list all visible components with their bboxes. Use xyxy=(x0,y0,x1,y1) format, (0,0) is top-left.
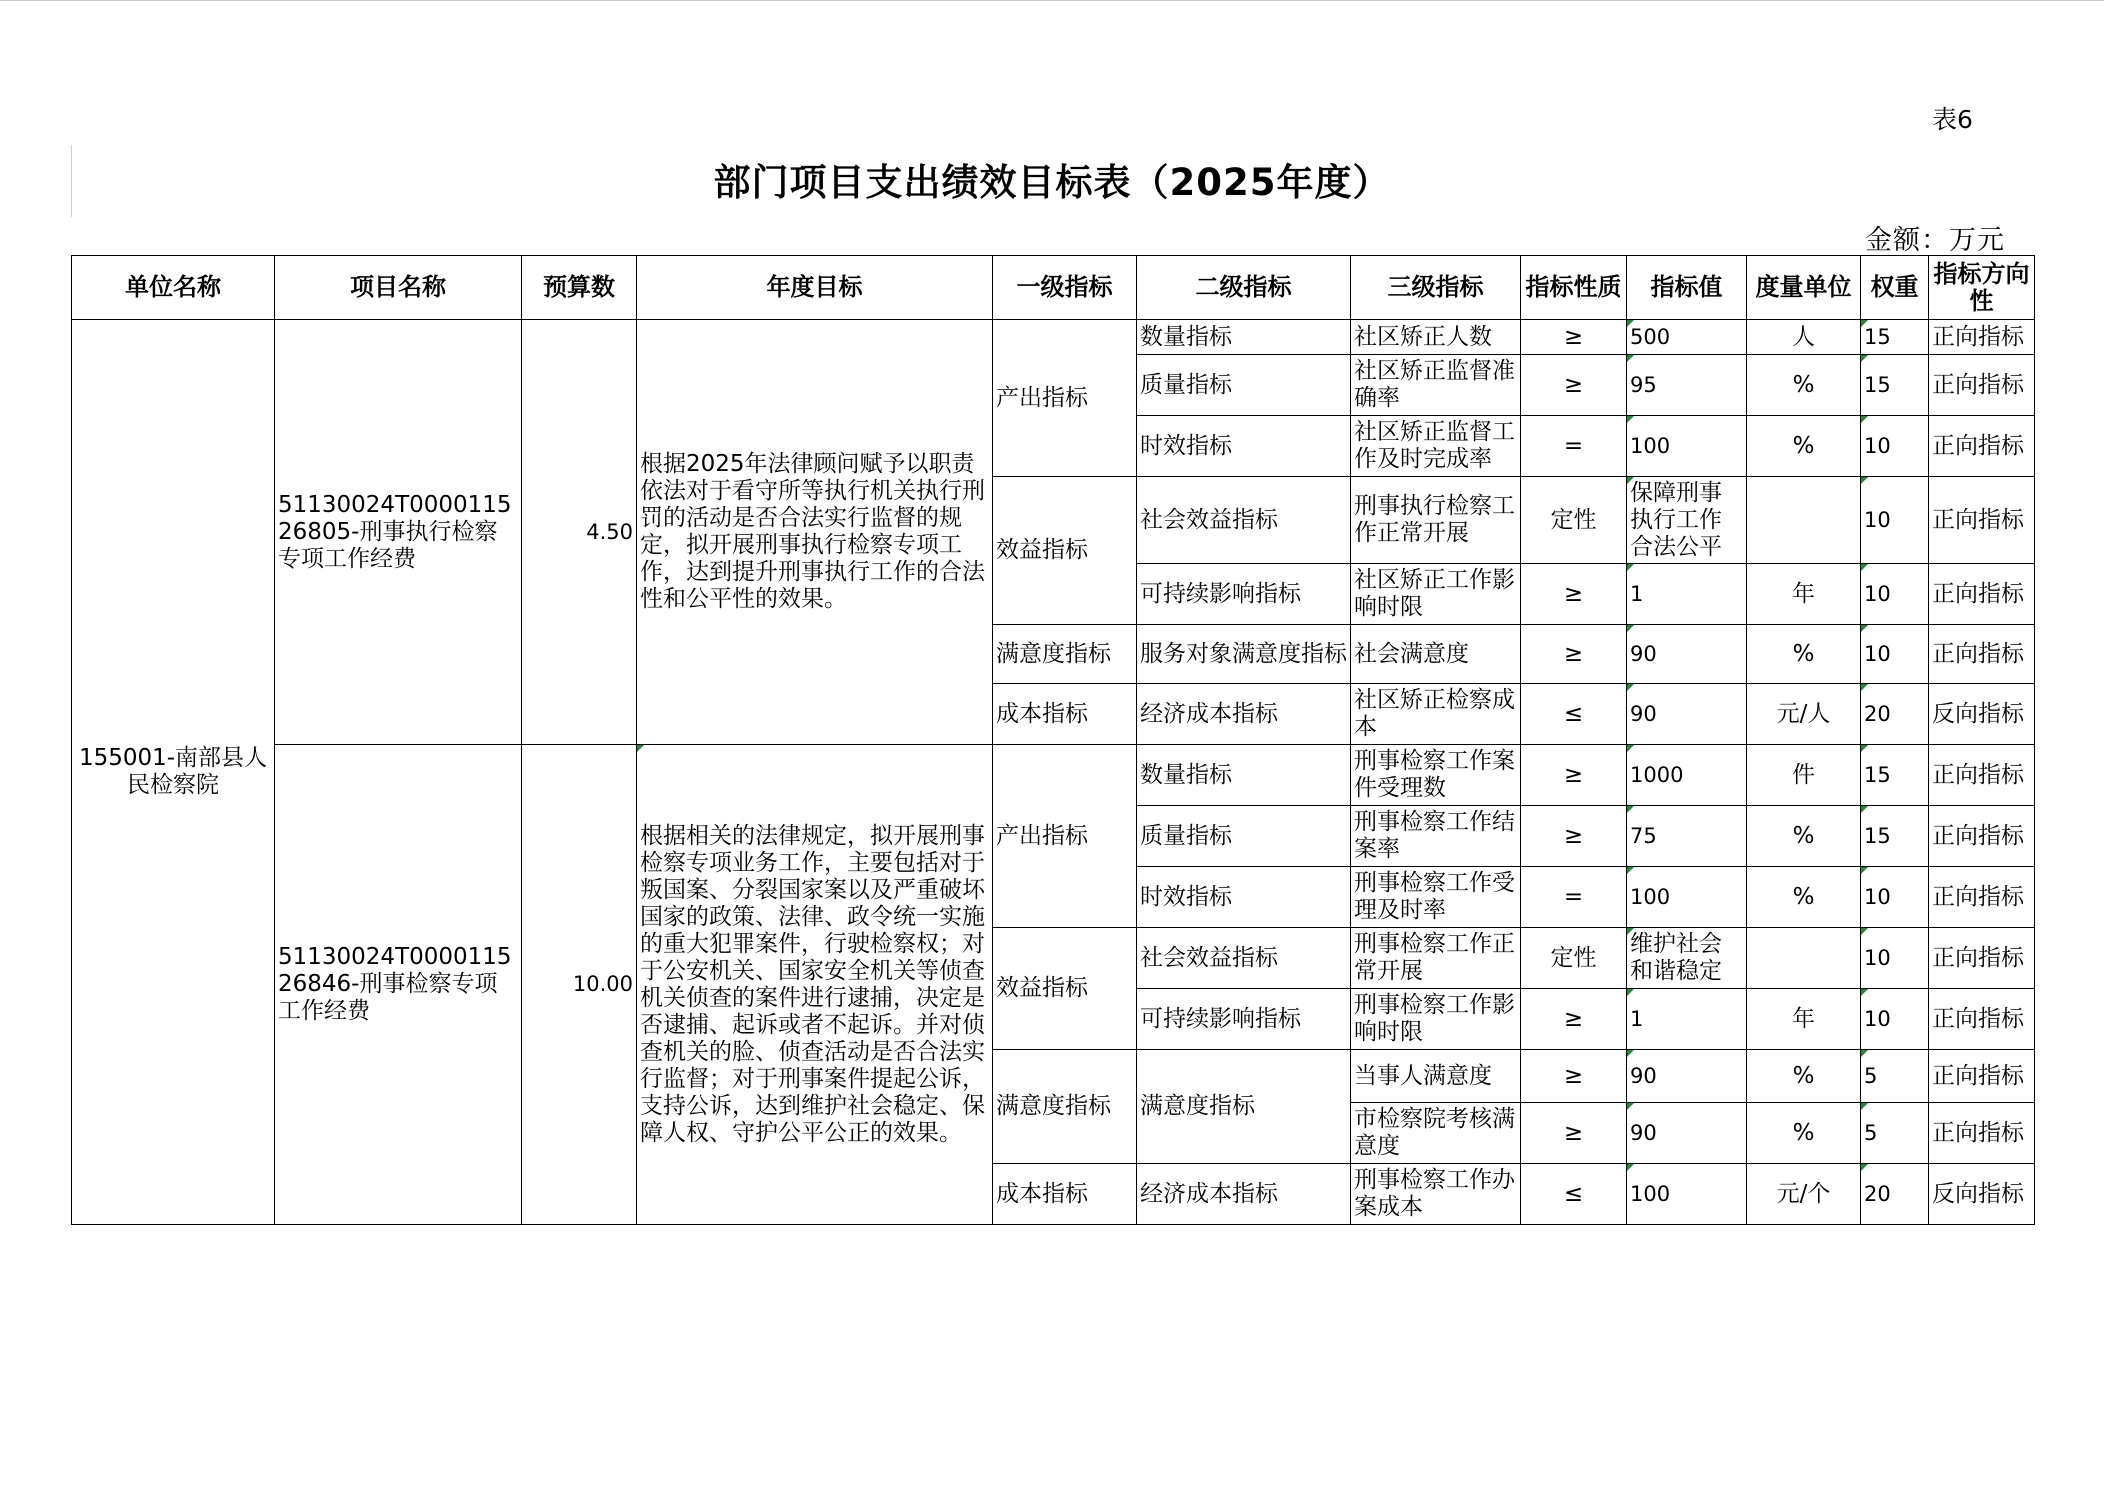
level2-cell: 数量指标 xyxy=(1137,320,1351,355)
weight-cell: 5 xyxy=(1861,1103,1929,1164)
header-nature: 指标性质 xyxy=(1521,256,1627,320)
direction-cell: 正向指标 xyxy=(1929,867,2035,928)
level2-cell: 满意度指标 xyxy=(1137,1050,1351,1164)
direction-cell: 正向指标 xyxy=(1929,1050,2035,1103)
level3-cell: 社区矫正监督准确率 xyxy=(1351,355,1521,416)
weight-cell: 10 xyxy=(1861,928,1929,989)
level3-cell: 社会满意度 xyxy=(1351,625,1521,684)
header-weight: 权重 xyxy=(1861,256,1929,320)
header-level3: 三级指标 xyxy=(1351,256,1521,320)
measure-unit-cell: % xyxy=(1747,1103,1861,1164)
value-cell: 100 xyxy=(1627,1164,1747,1225)
nature-cell: ≥ xyxy=(1521,806,1627,867)
measure-unit-cell: 年 xyxy=(1747,989,1861,1050)
unit-name-cell: 155001-南部县人民检察院 xyxy=(72,320,275,1225)
budget-cell: 10.00 xyxy=(522,745,637,1225)
measure-unit-cell: % xyxy=(1747,867,1861,928)
nature-cell: ≥ xyxy=(1521,745,1627,806)
level3-cell: 刑事检察工作正常开展 xyxy=(1351,928,1521,989)
measure-unit-cell: % xyxy=(1747,806,1861,867)
measure-unit-cell xyxy=(1747,928,1861,989)
nature-cell: ≥ xyxy=(1521,625,1627,684)
nature-cell: 定性 xyxy=(1521,477,1627,564)
measure-unit-cell: % xyxy=(1747,416,1861,477)
weight-cell: 15 xyxy=(1861,355,1929,416)
annual-goal-cell: 根据相关的法律规定，拟开展刑事检察专项业务工作，主要包括对于叛国案、分裂国家案以及严重破坏国家的政策、法律、政令统一实施的重大犯罪案件，行驶检察权；对于公安机关、国家安全机关等侦查机关侦查的案件进行逮捕，决定是否逮捕、起诉或者不起诉。并对侦查机关的脸、侦查活动是否合法实行监督；对于刑事案件提起公诉，支持公诉，达到维护社会稳定、保障人权、守护公平公正的效果。 xyxy=(637,745,993,1225)
direction-cell: 正向指标 xyxy=(1929,477,2035,564)
level3-cell: 刑事检察工作案件受理数 xyxy=(1351,745,1521,806)
value-cell: 保障刑事执行工作合法公平 xyxy=(1627,477,1747,564)
nature-cell: ≥ xyxy=(1521,1103,1627,1164)
level2-cell: 时效指标 xyxy=(1137,867,1351,928)
level2-cell: 社会效益指标 xyxy=(1137,477,1351,564)
nature-cell: = xyxy=(1521,416,1627,477)
level3-cell: 社区矫正检察成本 xyxy=(1351,684,1521,745)
weight-cell: 10 xyxy=(1861,564,1929,625)
measure-unit-cell: % xyxy=(1747,355,1861,416)
measure-unit-cell: 件 xyxy=(1747,745,1861,806)
direction-cell: 反向指标 xyxy=(1929,684,2035,745)
nature-cell: ≥ xyxy=(1521,989,1627,1050)
header-project-name: 项目名称 xyxy=(275,256,522,320)
value-cell: 90 xyxy=(1627,1050,1747,1103)
weight-cell: 10 xyxy=(1861,989,1929,1050)
direction-cell: 反向指标 xyxy=(1929,1164,2035,1225)
direction-cell: 正向指标 xyxy=(1929,989,2035,1050)
value-cell: 1 xyxy=(1627,989,1747,1050)
performance-table xyxy=(71,255,2035,1225)
level3-cell: 社区矫正人数 xyxy=(1351,320,1521,355)
project-name-cell: 51130024T000011526846-刑事检察专项工作经费 xyxy=(275,745,522,1225)
table-row xyxy=(72,745,2035,806)
amount-unit: 金额：万元 xyxy=(1865,225,2005,256)
value-cell: 90 xyxy=(1627,1103,1747,1164)
level1-cell: 效益指标 xyxy=(993,928,1137,1050)
weight-cell: 20 xyxy=(1861,1164,1929,1225)
header-row xyxy=(72,256,2035,320)
direction-cell: 正向指标 xyxy=(1929,1103,2035,1164)
weight-cell: 10 xyxy=(1861,416,1929,477)
level2-cell: 质量指标 xyxy=(1137,806,1351,867)
level1-cell: 成本指标 xyxy=(993,1164,1137,1225)
level1-cell: 满意度指标 xyxy=(993,1050,1137,1164)
level1-cell: 产出指标 xyxy=(993,745,1137,928)
level2-cell: 质量指标 xyxy=(1137,355,1351,416)
table-row xyxy=(72,320,2035,355)
value-cell: 1000 xyxy=(1627,745,1747,806)
budget-cell: 4.50 xyxy=(522,320,637,745)
weight-cell: 10 xyxy=(1861,477,1929,564)
level2-cell: 服务对象满意度指标 xyxy=(1137,625,1351,684)
value-cell: 100 xyxy=(1627,416,1747,477)
direction-cell: 正向指标 xyxy=(1929,928,2035,989)
weight-cell: 20 xyxy=(1861,684,1929,745)
weight-cell: 10 xyxy=(1861,625,1929,684)
measure-unit-cell: 人 xyxy=(1747,320,1861,355)
direction-cell: 正向指标 xyxy=(1929,806,2035,867)
weight-cell: 15 xyxy=(1861,745,1929,806)
header-annual-goal: 年度目标 xyxy=(637,256,993,320)
header-budget: 预算数 xyxy=(522,256,637,320)
weight-cell: 5 xyxy=(1861,1050,1929,1103)
header-level2: 二级指标 xyxy=(1137,256,1351,320)
nature-cell: 定性 xyxy=(1521,928,1627,989)
measure-unit-cell xyxy=(1747,477,1861,564)
nature-cell: ≥ xyxy=(1521,564,1627,625)
annual-goal-cell: 根据2025年法律顾问赋予以职责依法对于看守所等执行机关执行刑罚的活动是否合法实行监督的规定，拟开展刑事执行检察专项工作，达到提升刑事执行工作的合法性和公平性的效果。 xyxy=(637,320,993,745)
value-cell: 75 xyxy=(1627,806,1747,867)
measure-unit-cell: 元/个 xyxy=(1747,1164,1861,1225)
project-name-cell: 51130024T000011526805-刑事执行检察专项工作经费 xyxy=(275,320,522,745)
value-cell: 90 xyxy=(1627,625,1747,684)
level1-cell: 满意度指标 xyxy=(993,625,1137,684)
table-number: 表6 xyxy=(1932,105,1973,134)
value-cell: 维护社会和谐稳定 xyxy=(1627,928,1747,989)
direction-cell: 正向指标 xyxy=(1929,355,2035,416)
level2-cell: 可持续影响指标 xyxy=(1137,989,1351,1050)
header-unit-name: 单位名称 xyxy=(72,256,275,320)
measure-unit-cell: 元/人 xyxy=(1747,684,1861,745)
value-cell: 1 xyxy=(1627,564,1747,625)
direction-cell: 正向指标 xyxy=(1929,416,2035,477)
header-measure-unit: 度量单位 xyxy=(1747,256,1861,320)
level3-cell: 社区矫正监督工作及时完成率 xyxy=(1351,416,1521,477)
level2-cell: 可持续影响指标 xyxy=(1137,564,1351,625)
level1-cell: 产出指标 xyxy=(993,320,1137,477)
nature-cell: ≥ xyxy=(1521,1050,1627,1103)
level2-cell: 经济成本指标 xyxy=(1137,684,1351,745)
level1-cell: 效益指标 xyxy=(993,477,1137,625)
value-cell: 100 xyxy=(1627,867,1747,928)
nature-cell: = xyxy=(1521,867,1627,928)
measure-unit-cell: 年 xyxy=(1747,564,1861,625)
level2-cell: 社会效益指标 xyxy=(1137,928,1351,989)
level3-cell: 社区矫正工作影响时限 xyxy=(1351,564,1521,625)
level3-cell: 刑事检察工作结案率 xyxy=(1351,806,1521,867)
header-value: 指标值 xyxy=(1627,256,1747,320)
value-cell: 95 xyxy=(1627,355,1747,416)
value-cell: 90 xyxy=(1627,684,1747,745)
header-direction: 指标方向性 xyxy=(1929,256,2035,320)
direction-cell: 正向指标 xyxy=(1929,625,2035,684)
header-level1: 一级指标 xyxy=(993,256,1137,320)
measure-unit-cell: % xyxy=(1747,1050,1861,1103)
nature-cell: ≤ xyxy=(1521,1164,1627,1225)
direction-cell: 正向指标 xyxy=(1929,745,2035,806)
page-title: 部门项目支出绩效目标表（2025年度） xyxy=(713,161,1391,204)
level1-cell: 成本指标 xyxy=(993,684,1137,745)
top-border-line xyxy=(0,0,2104,1)
direction-cell: 正向指标 xyxy=(1929,564,2035,625)
nature-cell: ≥ xyxy=(1521,320,1627,355)
measure-unit-cell: % xyxy=(1747,625,1861,684)
level2-cell: 数量指标 xyxy=(1137,745,1351,806)
nature-cell: ≥ xyxy=(1521,355,1627,416)
direction-cell: 正向指标 xyxy=(1929,320,2035,355)
weight-cell: 15 xyxy=(1861,320,1929,355)
level3-cell: 刑事检察工作受理及时率 xyxy=(1351,867,1521,928)
weight-cell: 10 xyxy=(1861,867,1929,928)
nature-cell: ≤ xyxy=(1521,684,1627,745)
weight-cell: 15 xyxy=(1861,806,1929,867)
level3-cell: 当事人满意度 xyxy=(1351,1050,1521,1103)
level3-cell: 刑事执行检察工作正常开展 xyxy=(1351,477,1521,564)
value-cell: 500 xyxy=(1627,320,1747,355)
level3-cell: 刑事检察工作办案成本 xyxy=(1351,1164,1521,1225)
level2-cell: 经济成本指标 xyxy=(1137,1164,1351,1225)
level3-cell: 刑事检察工作影响时限 xyxy=(1351,989,1521,1050)
level3-cell: 市检察院考核满意度 xyxy=(1351,1103,1521,1164)
level2-cell: 时效指标 xyxy=(1137,416,1351,477)
